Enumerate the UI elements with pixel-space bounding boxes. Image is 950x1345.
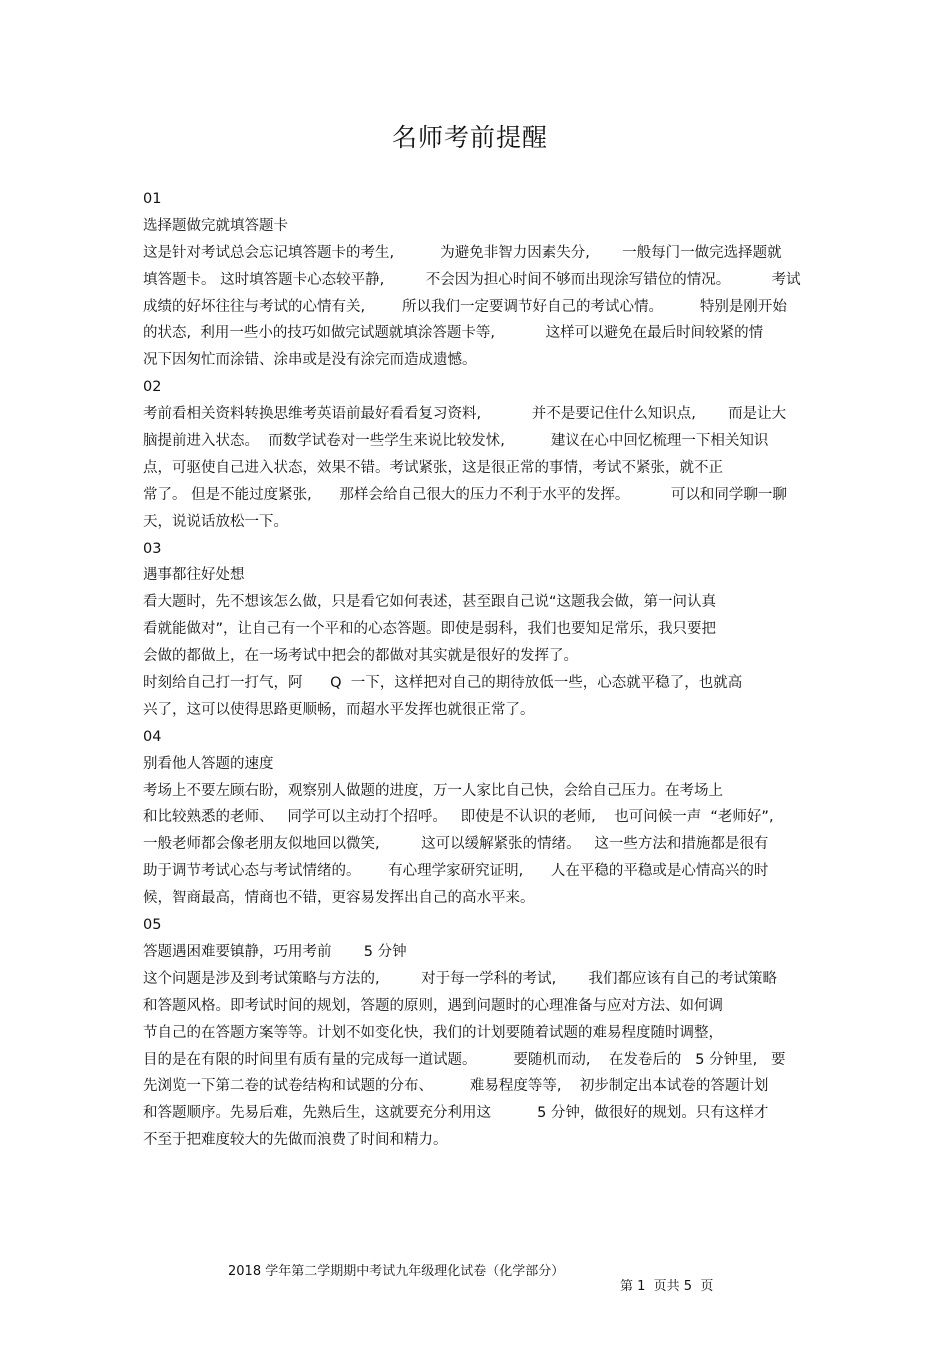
footer-exam-title: 2018 学年第二学期期中考试九年级理化试卷（化学部分）: [228, 1264, 565, 1279]
paragraph-line: 时刻给自己打一打气，阿 Q 一下，这样把对自己的期待放低一些，心态就平稳了，也就高: [143, 675, 743, 692]
paragraph-line: 考场上不要左顾右盼，观察别人做题的进度，万一人家比自己快，会给自己压力。在考场上: [143, 782, 723, 799]
paragraph-line: 的状态, 利用一些小的技巧如做完试题就填涂答题卡等, 这样可以避免在最后时间较紧的情: [143, 325, 764, 342]
paragraph-line: 先浏览一下第二卷的试卷结构和试题的分布、 难易程度等等, 初步制定出本试卷的答题计划: [143, 1078, 769, 1095]
paragraph-line: 填答题卡。 这时填答题卡心态较平静, 不会因为担心时间不够而出现涂写错位的情况。 考试: [143, 271, 801, 288]
paragraph-line: 这个问题是涉及到考试策略与方法的, 对于每一学科的考试, 我们都应该有自己的考试策略: [143, 970, 777, 987]
paragraph-line: 和比较熟悉的老师、 同学可以主动打个招呼。 即使是不认识的老师, 也可问候一声 “老师好”,: [143, 809, 774, 826]
page-title: 名师考前提醒: [391, 123, 548, 152]
paragraph-line: 天，说说话放松一下。: [143, 513, 288, 530]
section-number: 03: [143, 540, 162, 557]
section-number: 02: [143, 379, 162, 396]
paragraph-line: 和答题风格。即考试时间的规划，答题的原则，遇到问题时的心理准备与应对方法、如何调: [143, 997, 723, 1014]
paragraph-line: 助于调节考试心态与考试情绪的。 有心理学家研究证明, 人在平稳的平稳或是心情高兴的时: [143, 863, 769, 880]
paragraph-line: 节自己的在答题方案等等。计划不如变化快，我们的计划要随着试题的难易程度随时调整，: [143, 1024, 723, 1041]
paragraph-line: 候，智商最高，情商也不错，更容易发挥出自己的高水平来。: [143, 890, 535, 907]
paragraph-line: 一般老师都会像老朋友似地回以微笑, 这可以缓解紧张的情绪。 这一些方法和措施都是很有: [143, 836, 769, 853]
paragraph-line: 和答题顺序。先易后难，先熟后生，这就要充分利用这 5 分钟，做很好的规划。只有这样才: [143, 1105, 769, 1122]
paragraph-line: 别看他人答题的速度: [143, 755, 274, 772]
paragraph-line: 兴了，这可以使得思路更顺畅，而超水平发挥也就很正常了。: [143, 701, 535, 718]
paragraph-line: 这是针对考试总会忘记填答题卡的考生, 为避免非智力因素失分, 一般每门一做完选择题就: [143, 244, 782, 261]
paragraph-line: 常了。 但是不能过度紧张, 那样会给自己很大的压力不利于水平的发挥。 可以和同学聊一聊: [143, 486, 787, 503]
section-number: 04: [143, 728, 162, 745]
paragraph-line: 脑提前进入状态。 而数学试卷对一些学生来说比较发怵, 建议在心中回忆梳理一下相关知识: [143, 433, 769, 450]
section-number: 05: [143, 917, 162, 934]
paragraph-line: 况下因匆忙而涂错、涂串或是没有涂完而造成遗憾。: [143, 352, 477, 369]
paragraph-line: 考前看相关资料转换思维考英语前最好看看复习资料, 并不是要记住什么知识点, 而是让大: [143, 406, 787, 423]
page-footer: [0, 1245, 950, 1305]
paragraph-line: 会做的都做上，在一场考试中把会的都做对其实就是很好的发挥了。: [143, 648, 578, 665]
footer-page-number: 第 1 页共 5 页: [620, 1279, 714, 1294]
paragraph-line: 答题遇困难要镇静，巧用考前 5 分钟: [143, 943, 407, 960]
paragraph-line: 成绩的好坏往往与考试的心情有关, 所以我们一定要调节好自己的考试心情。 特别是刚开始: [143, 298, 787, 315]
paragraph-line: 不至于把难度较大的先做而浪费了时间和精力。: [143, 1132, 448, 1149]
paragraph-line: 目的是在有限的时间里有质有量的完成每一道试题。 要随机而动, 在发卷后的 5 分钟里, 要: [143, 1051, 786, 1068]
paragraph-line: 看大题时，先不想该怎么做，只是看它如何表述，甚至跟自己说“这题我会做，第一问认真: [143, 594, 717, 611]
document-body: [143, 186, 808, 1154]
paragraph-line: 选择题做完就填答题卡: [143, 217, 288, 234]
paragraph-line: 点，可驱使自己进入状态，效果不错。考试紧张，这是很正常的事情，考试不紧张，就不正: [143, 459, 723, 476]
paragraph-line: 看就能做对”，让自己有一个平和的心态答题。即使是弱科，我们也要知足常乐，我只要把: [143, 621, 717, 638]
paragraph-line: 遇事都往好处想: [143, 567, 245, 584]
section-number: 01: [143, 191, 162, 207]
